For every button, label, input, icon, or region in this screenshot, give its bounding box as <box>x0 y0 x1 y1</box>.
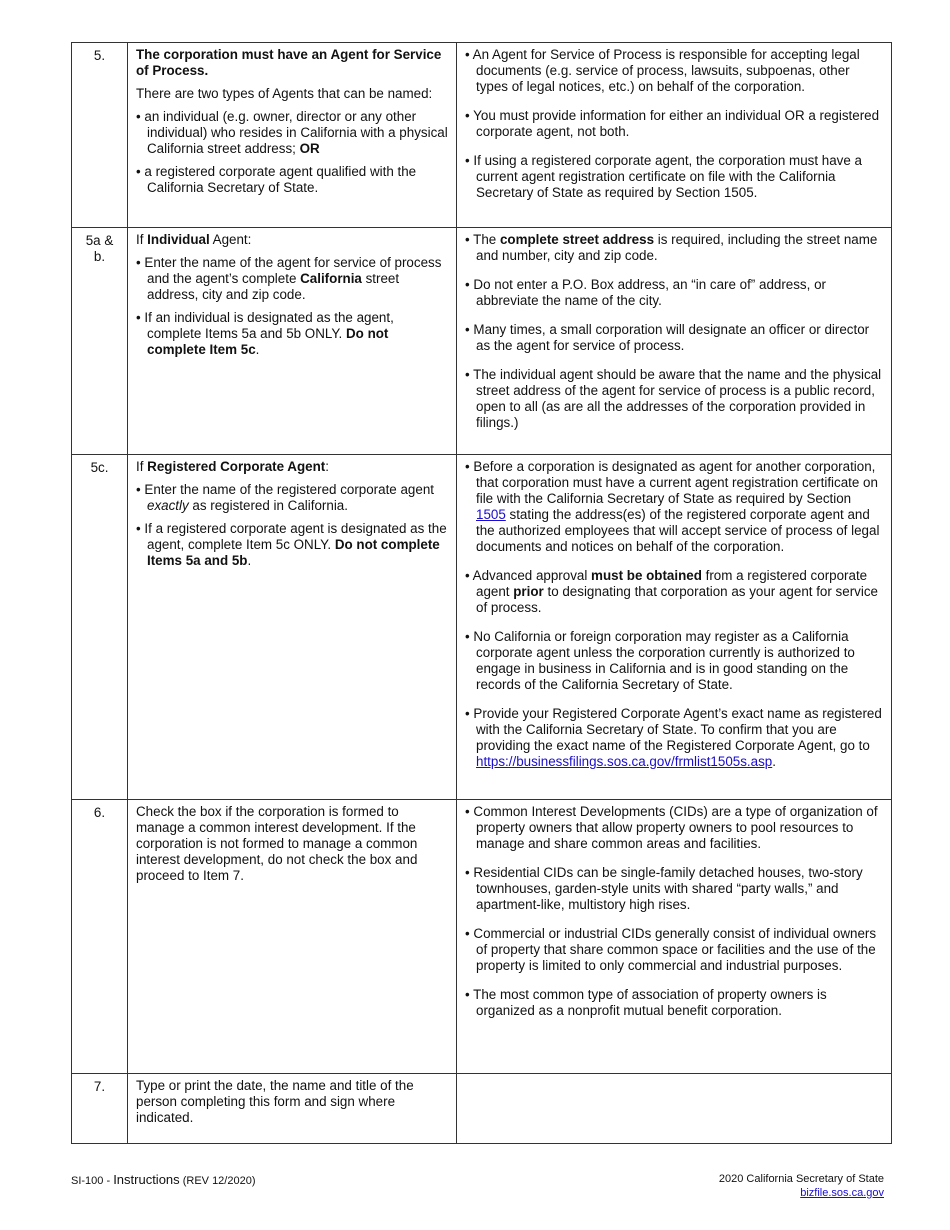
text: Enter the name of the registered corporate agent <box>144 482 434 497</box>
text: to designating that corporation as your agent for service of process. <box>476 584 878 615</box>
bullet-item <box>465 47 883 95</box>
bullet-item <box>465 108 883 140</box>
text: is required, including the street name and number, city and zip code. <box>476 232 878 263</box>
bold-text: OR <box>299 141 320 156</box>
text: : <box>325 459 329 474</box>
bullet-item <box>465 568 883 616</box>
text: The <box>473 232 500 247</box>
table-row <box>72 1074 892 1144</box>
text: Residential CIDs can be single-family detached houses, two-story townhouses, garden-style units with shared “party walls,” and apartment-like, multistory high rises. <box>473 865 863 912</box>
item-notes <box>457 228 892 455</box>
bold-text: prior <box>513 584 544 599</box>
text: Provide your Registered Corporate Agent’s exact name as registered with the California Secretary of State. To confirm that you are providing the exact name of the Registered Corporate Agent, go to <box>473 706 882 753</box>
bullet-item <box>136 521 448 569</box>
text: Do not enter a P.O. Box address, an “in care of” address, or abbreviate the name of the city. <box>473 277 826 308</box>
bullet-icon: • <box>465 987 474 1002</box>
bullet-item <box>136 164 448 196</box>
text: . <box>772 754 776 769</box>
paragraph <box>136 459 448 475</box>
bullet-item <box>465 987 883 1019</box>
bullet-icon: • <box>465 804 474 819</box>
bullet-icon: • <box>465 568 473 583</box>
bullet-icon: • <box>136 255 145 270</box>
item-number: 7. <box>72 1074 128 1144</box>
bullet-item <box>465 153 883 201</box>
form-title: Instructions <box>113 1172 180 1187</box>
link[interactable]: 1505 <box>476 507 506 522</box>
text: Type or print the date, the name and title of the person completing this form and sign where indicated. <box>136 1078 414 1125</box>
bullet-icon: • <box>465 367 474 382</box>
text: Common Interest Developments (CIDs) are a type of organization of property owners that allow property owners to pool resources to manage and share common areas and facilities. <box>473 804 878 851</box>
footer-form-id <box>71 1172 256 1189</box>
bullet-icon: • <box>465 865 474 880</box>
text: Enter the name of the agent for service of process and the agent’s complete <box>144 255 442 286</box>
bullet-item <box>136 310 448 358</box>
bullet-icon: • <box>465 706 474 721</box>
text: If <box>136 459 148 474</box>
text: an individual (e.g. owner, director or any other individual) who resides in California with a physical California street address; <box>144 109 448 156</box>
bold-text: Do not complete Item 5c <box>147 326 389 357</box>
bold-text: must be obtained <box>591 568 702 583</box>
bullet-item <box>465 232 883 264</box>
bold-text: Registered Corporate Agent <box>147 459 326 474</box>
form-revision: (REV 12/2020) <box>179 1175 256 1187</box>
bullet-item <box>465 926 883 974</box>
item-number: 5a & b. <box>72 228 128 455</box>
item-notes <box>457 455 892 800</box>
instructions-table <box>71 42 892 1144</box>
item-number: 6. <box>72 800 128 1074</box>
bullet-icon: • <box>465 459 474 474</box>
bullet-icon: • <box>136 482 145 497</box>
item-notes <box>457 800 892 1074</box>
bullet-icon: • <box>136 521 145 536</box>
bullet-icon: • <box>465 277 474 292</box>
text: Advanced approval <box>472 568 592 583</box>
text: Many times, a small corporation will designate an officer or director as the agent for service of process. <box>473 322 870 353</box>
table-row <box>72 43 892 228</box>
text: The individual agent should be aware that the name and the physical street address of the agent for service of process is a public record, open to all (as are all the addresses of the corporation provided in filings.) <box>473 367 882 430</box>
text: . <box>255 342 260 357</box>
text: No California or foreign corporation may register as a California corporate agent unless the corporation currently is authorized to engage in business in California and is in good standing on the records of the California Secretary of State. <box>473 629 855 692</box>
copyright-text: 2020 California Secretary of State <box>718 1173 884 1185</box>
bold-text: complete street address <box>499 232 655 247</box>
bullet-item <box>136 482 448 514</box>
bullet-item <box>465 277 883 309</box>
item-instructions <box>128 1074 457 1144</box>
text: Before a corporation is designated as agent for another corporation, that corporation must have a current agent registration certificate on file with the California Secretary of State as required by Section <box>473 459 878 506</box>
bullet-item <box>465 459 883 555</box>
item-number: 5. <box>72 43 128 228</box>
bullet-item <box>465 629 883 693</box>
bullet-icon: • <box>465 629 474 644</box>
paragraph <box>136 86 448 102</box>
bullet-item <box>465 706 883 770</box>
text: from a registered corporate agent <box>476 568 868 599</box>
bullet-icon: • <box>465 108 474 123</box>
text: If a registered corporate agent is designated as the agent, complete Item 5c ONLY. <box>144 521 447 552</box>
paragraph <box>136 1078 448 1126</box>
bullet-icon: • <box>136 310 145 325</box>
bold-text: California <box>300 271 362 286</box>
bullet-item <box>136 109 448 157</box>
text: There are two types of Agents that can be named: <box>136 86 433 101</box>
item-notes <box>457 43 892 228</box>
link[interactable]: https://businessfilings.sos.ca.gov/frmlist1505s.asp <box>476 754 773 769</box>
item-notes <box>457 1074 892 1144</box>
bullet-icon: • <box>136 164 145 179</box>
italic-text: exactly <box>147 498 189 513</box>
bullet-item <box>136 255 448 303</box>
bullet-icon: • <box>465 232 474 247</box>
bullet-icon: • <box>465 153 474 168</box>
item-number: 5c. <box>72 455 128 800</box>
text: If <box>136 232 148 247</box>
item-instructions <box>128 800 457 1074</box>
text: street address, city and zip code. <box>147 271 400 302</box>
text: If using a registered corporate agent, the corporation must have a current agent registration certificate on file with the California Secretary of State as required by Section 1505. <box>473 153 862 200</box>
bullet-icon: • <box>465 322 474 337</box>
text: Agent: <box>209 232 252 247</box>
bullet-item <box>465 865 883 913</box>
footer-copyright <box>719 1172 884 1200</box>
text: as registered in California. <box>188 498 348 513</box>
bold-text: Do not complete Items 5a and 5b <box>147 537 440 568</box>
bold-text: Individual <box>147 232 210 247</box>
bullet-icon: • <box>465 926 474 941</box>
text: a registered corporate agent qualified with the California Secretary of State. <box>144 164 417 195</box>
bullet-icon: • <box>465 47 473 62</box>
bullet-item <box>465 804 883 852</box>
text: You must provide information for either an individual OR a registered corporate agent, not both. <box>473 108 880 139</box>
text: If an individual is designated as the agent, complete Items 5a and 5b ONLY. <box>144 310 394 341</box>
paragraph <box>136 804 448 884</box>
table-row <box>72 800 892 1074</box>
text: The most common type of association of property owners is organized as a nonprofit mutual benefit corporation. <box>473 987 827 1018</box>
table-row <box>72 455 892 800</box>
paragraph <box>136 47 448 79</box>
table-row <box>72 228 892 455</box>
bold-text: The corporation must have an Agent for Service of Process. <box>136 47 442 78</box>
item-instructions <box>128 228 457 455</box>
text: stating the address(es) of the registered corporate agent and the authorized employees that will accept service of process of legal documents and notices on behalf of the corporation. <box>476 507 880 554</box>
text: An Agent for Service of Process is responsible for accepting legal documents (e.g. service of process, lawsuits, subpoenas, other types of legal notices, etc.) on behalf of the corporation. <box>472 47 860 94</box>
bizfile-link[interactable]: bizfile.sos.ca.gov <box>800 1187 884 1199</box>
item-instructions <box>128 455 457 800</box>
bullet-icon: • <box>136 109 145 124</box>
item-instructions <box>128 43 457 228</box>
bullet-item <box>465 322 883 354</box>
form-id: SI-100 - <box>71 1175 114 1187</box>
paragraph <box>136 232 448 248</box>
text: Check the box if the corporation is formed to manage a common interest development. If the corporation is not formed to manage a common interest development, do not check the box and proceed to Item 7. <box>136 804 418 883</box>
text: . <box>247 553 252 568</box>
text: Commercial or industrial CIDs generally consist of individual owners of property that share common space or facilities and the use of the property is limited to only commercial and industrial purposes. <box>473 926 877 973</box>
bullet-item <box>465 367 883 431</box>
